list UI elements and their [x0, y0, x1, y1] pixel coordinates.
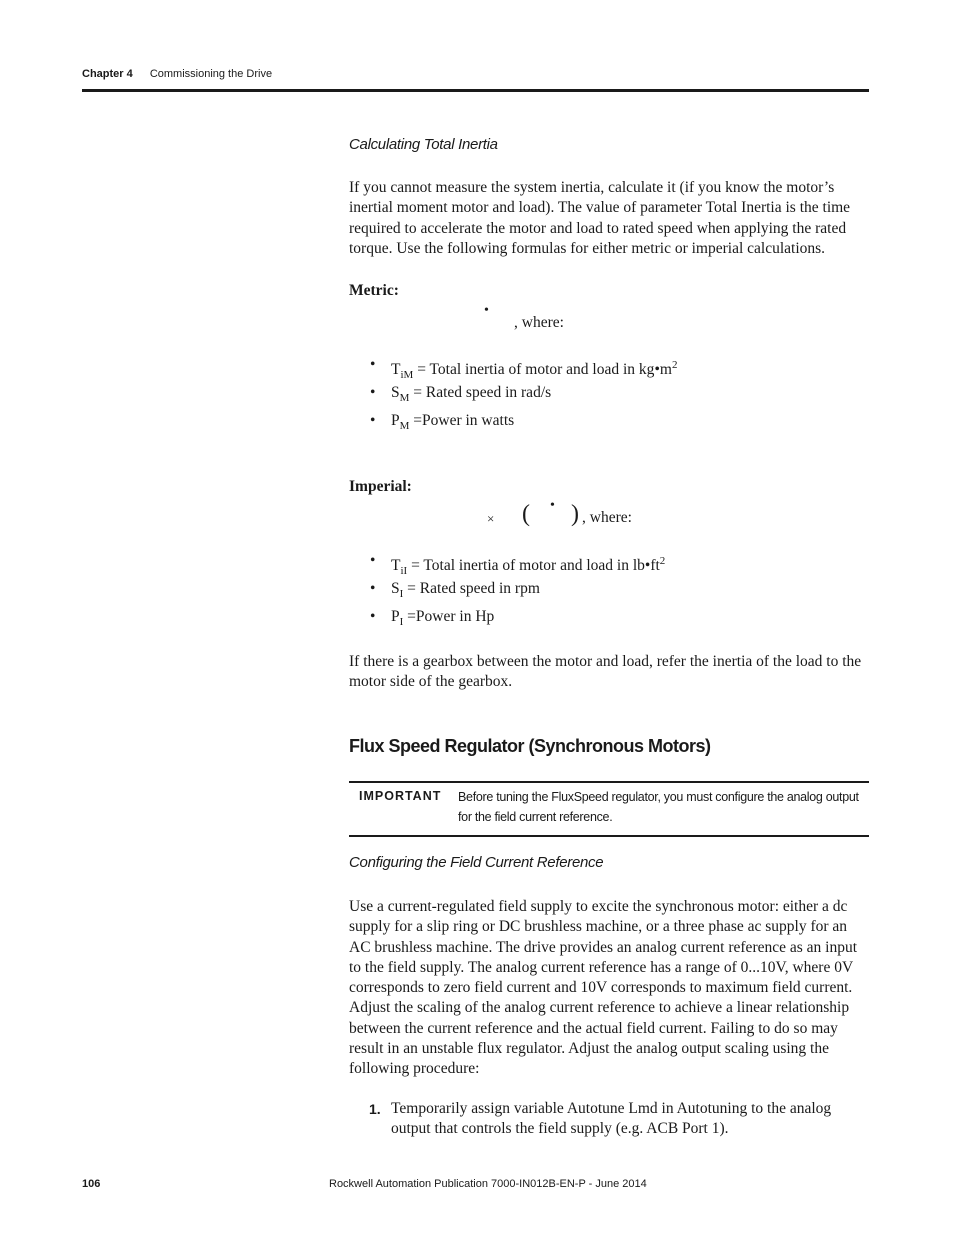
metric-definitions	[349, 355, 869, 439]
imperial-close-paren: )	[571, 501, 579, 527]
gearbox-note: If there is a gearbox between the motor and load, refer the inertia of the load to the motor side of the gearbox.	[349, 653, 862, 691]
metric-label: Metric:	[349, 282, 399, 299]
metric-where: , where:	[514, 314, 564, 331]
important-box	[349, 781, 869, 837]
chapter-title: Commissioning the Drive	[149, 68, 273, 80]
imperial-open-paren: (	[522, 501, 530, 527]
list-item: • $P_I$ =Power in Hp	[370, 608, 495, 628]
metric-formula-dot: •	[484, 303, 489, 318]
header-rule	[82, 89, 869, 92]
imperial-times: ×	[487, 511, 495, 526]
section-heading: Flux Speed Regulator (Synchronous Motors)	[349, 736, 711, 756]
publication-info: Rockwell Automation Publication 7000-IN012B-EN-P - June 2014	[329, 1178, 647, 1190]
procedure-steps	[349, 1099, 869, 1140]
chapter-label: Chapter 4	[82, 68, 133, 80]
step-item	[349, 1099, 869, 1140]
step-number: 1.	[369, 1101, 381, 1117]
imperial-label: Imperial:	[349, 478, 412, 495]
important-label: IMPORTANT	[359, 789, 442, 803]
inertia-intro: If you cannot measure the system inertia, calculate it (if you know the motor’s inertial moment motor and load). The value of parameter Total Inertia is the time required to accelerate the motor and load to rated speed when applying the rated torque. Use the following formulas for either metric or imperial calculations.	[349, 179, 851, 257]
list-item: • $S_M$ = Rated speed in rad/s	[370, 384, 552, 404]
imperial-definitions	[349, 551, 869, 635]
step-text: Temporarily assign variable Autotune Lmd in Autotuning to the analog output that controls the field supply (e.g. ACB Port 1).	[391, 1100, 832, 1138]
imperial-where: , where:	[582, 509, 632, 526]
list-item: • $S_I$ = Rated speed in rpm	[370, 580, 540, 600]
list-item: • $T_{iI}$ = Total inertia of motor and load in $lb•ft^2$	[370, 552, 666, 577]
field-current-body: Use a current-regulated field supply to excite the synchronous motor: either a dc supply for a slip ring or DC brushless machine, or a three phase ac supply for an AC brushless machine. The drive provides an analog current reference as an input to the field supply. The analog current reference has a range of 0...10V, where 0V corresponds to zero field current and 10V corresponds to maximum field current. Adjust the scaling of the analog current reference to achieve a linear relationship between the current reference and the actual field current. Failing to do so may result in an unstable flux regulator. Adjust the analog output scaling using the following procedure:	[349, 898, 858, 1078]
imperial-formula-dot: •	[550, 498, 555, 513]
important-text: Before tuning the FluxSpeed regulator, you must configure the analog output for the field current reference.	[458, 790, 859, 824]
page-number: 106	[82, 1178, 101, 1190]
list-item: • $T_{iM}$ = Total inertia of motor and load in $kg•m^2$	[370, 356, 678, 381]
field-current-heading: Configuring the Field Current Reference	[349, 854, 604, 871]
running-header	[82, 68, 272, 80]
list-item: • $P_M$ =Power in watts	[370, 412, 515, 432]
inertia-heading: Calculating Total Inertia	[349, 136, 498, 153]
